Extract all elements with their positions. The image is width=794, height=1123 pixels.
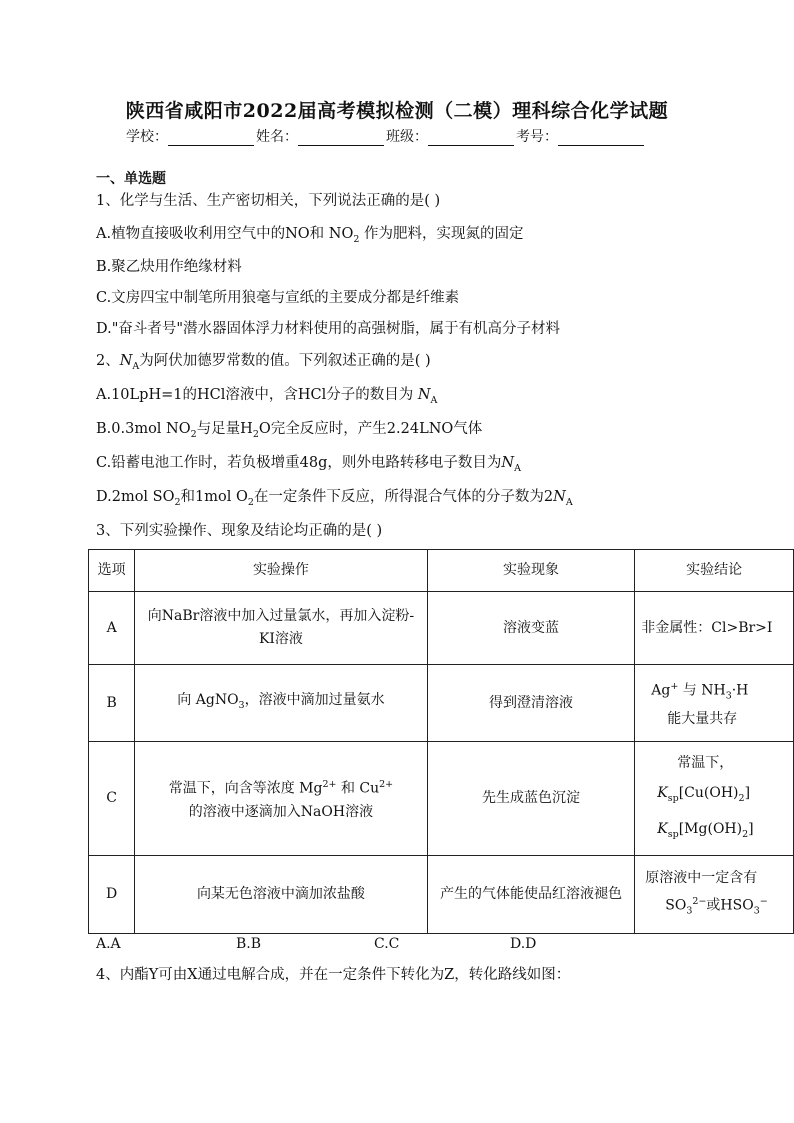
q2-option-d: D.2mol $SO_2$和1mol $O_2$在一定条件下反应，所得混合气体的分子数为$2N_A$ (96, 489, 573, 508)
q1-option-d: D."奋斗者号"潜水器固体浮力材料使用的高强树脂，属于有机高分子材料 (96, 321, 561, 337)
q2-stem: 2、$N_A$为阿伏加德罗常数的值。下列叙述正确的是( ) (96, 353, 431, 372)
answer-option-a[interactable]: A.A (96, 936, 121, 952)
table-row: D 向某无色溶液中滴加浓盐酸 产生的气体能使品红溶液褪色 原溶液中一定含有 $SO_3^{2-}$或$HSO_3^-$ (89, 856, 794, 934)
q1-option-b: B.聚乙炔用作绝缘材料 (96, 259, 242, 275)
answer-option-b[interactable]: B.B (236, 936, 262, 952)
table-row: B 向 AgNO$_3$，溶液中滴加过量氨水 得到澄清溶液 Ag+ 与 $NH_3\cdot H$ 能大量共存 (89, 665, 794, 742)
number-label: 考号： (516, 129, 558, 145)
header-conclusion: 实验结论 (635, 550, 794, 592)
q1-option-a: A.植物直接吸收利用空气中的NO和 $NO_2$ 作为肥料，实现氮的固定 (96, 226, 524, 245)
school-label: 学校： (126, 129, 168, 145)
class-blank[interactable] (428, 130, 514, 146)
school-blank[interactable] (168, 130, 254, 146)
q1-option-c: C.文房四宝中制笔所用狼毫与宣纸的主要成分都是纤维素 (96, 290, 460, 306)
name-blank[interactable] (298, 130, 384, 146)
answer-option-d[interactable]: D.D (510, 936, 537, 952)
q2-option-a: A.10LpH=1的HCl溶液中，含HCl分子的数目为 $N_A$ (96, 387, 438, 406)
number-blank[interactable] (558, 130, 644, 146)
table-header-row (89, 550, 794, 592)
q1-stem: 1、化学与生活、生产密切相关，下列说法正确的是( ) (96, 193, 441, 209)
table-row: C 常温下，向含等浓度 $Mg^{2+}$ 和 $Cu^{2+}$ 的溶液中逐滴加入NaOH溶液 先生成蓝色沉淀 常温下， $K_{sp}[Cu(OH)_2]$ $K_{sp}[Mg(OH)_2]$ (89, 742, 794, 856)
class-label: 班级： (386, 129, 428, 145)
q4-stem: 4、内酯Y可由X通过电解合成，并在一定条件下转化为Z，转化路线如图： (96, 967, 571, 983)
section-heading: 一、单选题 (96, 171, 166, 187)
header-operation: 实验操作 (135, 550, 427, 592)
q3-table (88, 549, 794, 934)
q2-option-c: C.铅蓄电池工作时，若负极增重48g，则外电路转移电子数目为$N_A$ (96, 455, 521, 474)
header-option: 选项 (89, 550, 135, 592)
q2-option-b: B.0.3mol $NO_2$与足量$H_2O$完全反应时，产生2.24LNO气体 (96, 421, 483, 440)
header-phenomenon: 实验现象 (427, 550, 635, 592)
answer-option-c[interactable]: C.C (374, 936, 400, 952)
name-label: 姓名： (256, 129, 298, 145)
q3-stem: 3、下列实验操作、现象及结论均正确的是( ) (96, 523, 383, 539)
student-info-row (126, 126, 646, 146)
page-title: 陕西省咸阳市2022届高考模拟检测（二模）理科综合化学试题 (125, 100, 669, 122)
table-row: A 向NaBr溶液中加入过量氯水，再加入淀粉-KI溶液 溶液变蓝 非金属性：Cl>Br>I (89, 592, 794, 665)
